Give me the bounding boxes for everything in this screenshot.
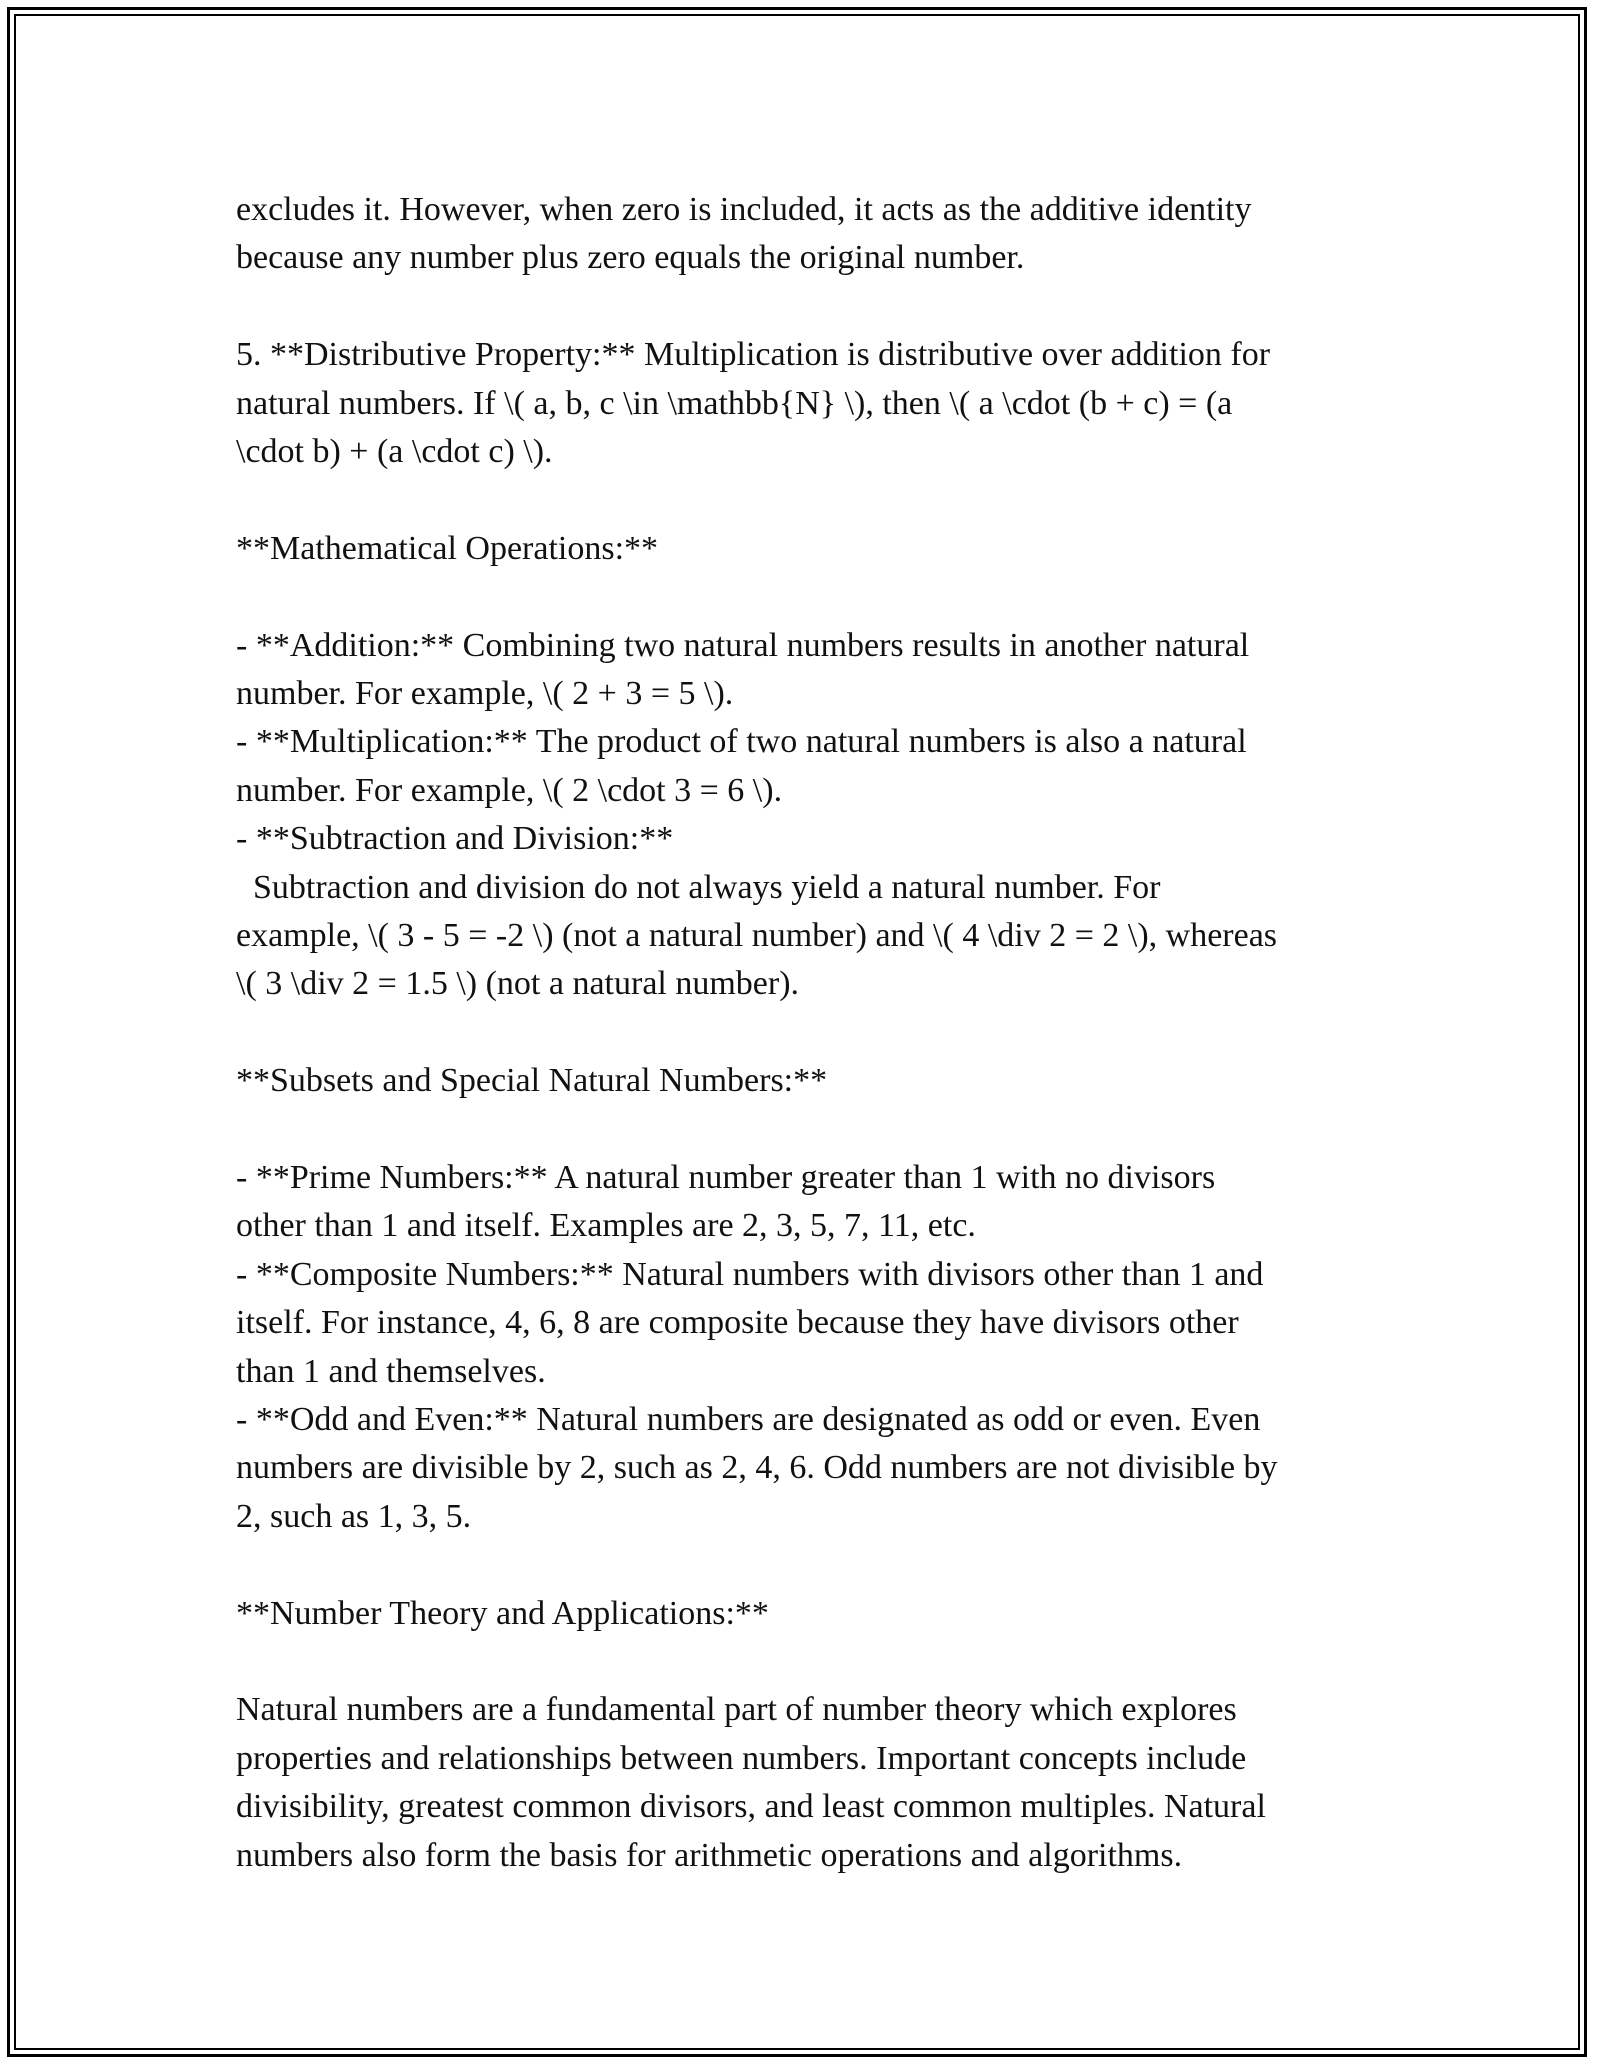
- text-line: number. For example, \( 2 + 3 = 5 \).: [236, 675, 734, 713]
- text-line: properties and relationships between numbers. Important concepts include: [236, 1739, 1247, 1777]
- paragraph-gap: [236, 573, 1366, 621]
- text-line: 2, such as 1, 3, 5.: [236, 1497, 472, 1535]
- paragraph-gap: [236, 1638, 1366, 1686]
- text-line: other than 1 and itself. Examples are 2, 3, 5, 7, 11, etc.: [236, 1207, 976, 1245]
- text-line: \( 3 \div 2 = 1.5 \) (not a natural number).: [236, 965, 800, 1003]
- paragraph: [236, 525, 1366, 573]
- text-line: numbers also form the basis for arithmetic operations and algorithms.: [236, 1836, 1183, 1874]
- text-line: divisibility, greatest common divisors, and least common multiples. Natural: [236, 1788, 1266, 1826]
- paragraph: [236, 1686, 1366, 1880]
- text-line: - **Composite Numbers:** Natural numbers with divisors other than 1 and: [236, 1255, 1264, 1293]
- text-line: excludes it. However, when zero is included, it acts as the additive identity: [236, 191, 1252, 228]
- text-line: **Number Theory and Applications:**: [236, 1594, 769, 1632]
- paragraph: [236, 1057, 1366, 1105]
- paragraph: [236, 1154, 1366, 1541]
- text-line: - **Addition:** Combining two natural numbers results in another natural: [236, 626, 1250, 664]
- text-line: - **Odd and Even:** Natural numbers are designated as odd or even. Even: [236, 1401, 1261, 1439]
- text-line: itself. For instance, 4, 6, 8 are composite because they have divisors other: [236, 1304, 1239, 1342]
- document-body: [236, 186, 1366, 1880]
- paragraph-gap: [236, 283, 1366, 331]
- paragraph-gap: [236, 1541, 1366, 1589]
- paragraph-gap: [236, 1106, 1366, 1154]
- paragraph-gap: [236, 1009, 1366, 1057]
- text-line: **Subsets and Special Natural Numbers:**: [236, 1062, 828, 1100]
- text-line: - **Multiplication:** The product of two natural numbers is also a natural: [236, 723, 1247, 761]
- text-line: example, \( 3 - 5 = -2 \) (not a natural number) and \( 4 \div 2 = 2 \), whereas: [236, 917, 1278, 955]
- paragraph: [236, 1590, 1366, 1638]
- text-line: - **Prime Numbers:** A natural number greater than 1 with no divisors: [236, 1159, 1216, 1197]
- text-line: Subtraction and division do not always yield a natural number. For: [236, 868, 1161, 906]
- text-line: **Mathematical Operations:**: [236, 529, 659, 567]
- paragraph-gap: [236, 476, 1366, 524]
- text-line: - **Subtraction and Division:**: [236, 820, 674, 858]
- text-line: than 1 and themselves.: [236, 1352, 546, 1390]
- text-line: number. For example, \( 2 \cdot 3 = 6 \).: [236, 771, 783, 809]
- text-line: 5. **Distributive Property:** Multiplication is distributive over addition for: [236, 336, 1271, 374]
- paragraph: [236, 186, 1366, 283]
- text-line: Natural numbers are a fundamental part of number theory which explores: [236, 1691, 1237, 1729]
- text-line: \cdot b) + (a \cdot c) \).: [236, 433, 553, 471]
- text-line: because any number plus zero equals the original number.: [236, 239, 1025, 277]
- text-line: natural numbers. If \( a, b, c \in \mathbb{N} \), then \( a \cdot (b + c) = (a: [236, 384, 1233, 422]
- paragraph: [236, 331, 1366, 476]
- text-line: numbers are divisible by 2, such as 2, 4, 6. Odd numbers are not divisible by: [236, 1449, 1278, 1487]
- paragraph: [236, 622, 1366, 1009]
